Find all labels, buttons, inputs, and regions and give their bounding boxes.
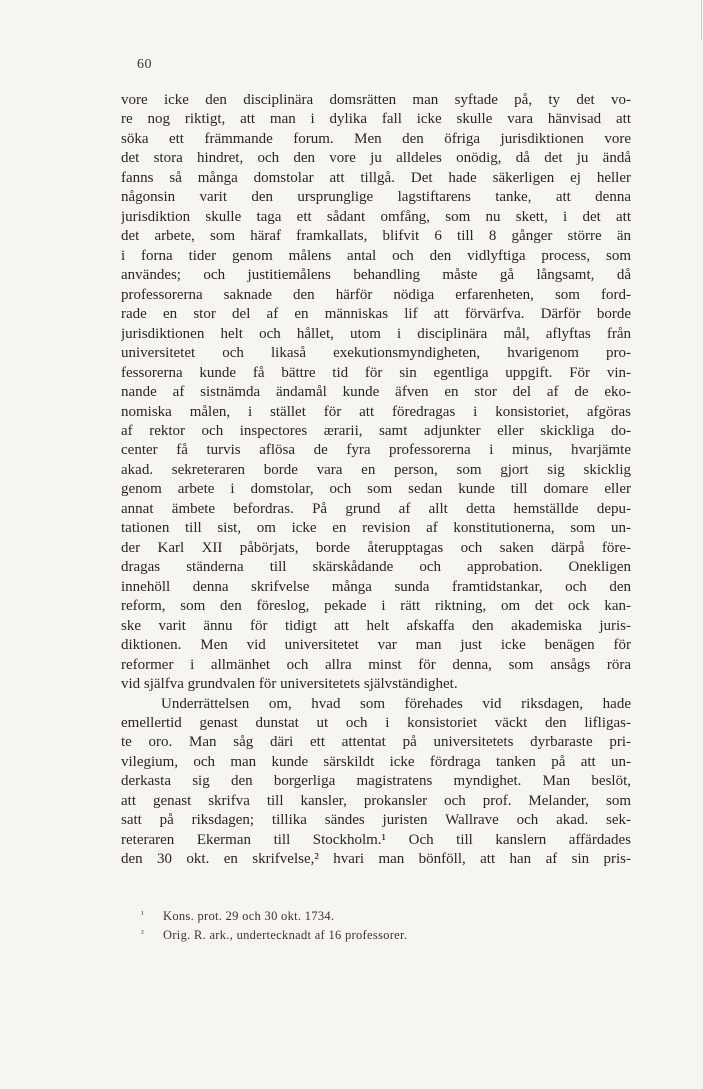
text-line: att genast skrifva till kansler, prokansler och prof. Melander, som xyxy=(121,792,631,809)
text-line: universitetet och likaså exekutionsmyndigheten, hvarigenom pro- xyxy=(121,345,631,362)
text-line: te oro. Man såg däri ett attentat på universitetets dyrbaraste pri- xyxy=(121,734,631,751)
body-text xyxy=(121,91,631,870)
text-line: der Karl XII påbörjats, borde återupptagas och saken därpå före- xyxy=(121,539,631,556)
text-line: derkasta sig den borgerliga magistratens myndighet. Man beslöt, xyxy=(121,773,631,790)
footnotes xyxy=(141,905,621,943)
text-line: det arbete, som häraf framkallats, blifvit 6 till 8 gånger större än xyxy=(121,228,631,245)
text-line: reformer i allmänhet och allra minst för denna, som ansågs röra xyxy=(121,656,631,673)
text-line: center få turvis aflösa de fyra professorerna i minus, hvarjämte xyxy=(121,442,631,459)
text-line: emellertid genast dunstat ut och i konsistoriet väckt den lifligas- xyxy=(121,715,631,731)
footnote-text: Orig. R. ark., undertecknadt af 16 professorer. xyxy=(163,928,408,942)
text-line: någonsin varit den ursprunglige lagstiftarens tanke, att denna xyxy=(121,189,631,206)
text-line: annat ämbete befordras. På grund af allt detta hemställde depu- xyxy=(121,500,631,517)
text-line: genom arbete i domstolar, och som sedan kunde till domare eller xyxy=(121,481,631,498)
text-line: akad. sekreteraren borde vara en person, som gjort sig skicklig xyxy=(121,461,631,478)
text-line: ske varit ännu för tidigt att helt afskaffa den akademiska juris- xyxy=(121,617,631,634)
text-line: fanns så många domstolar att tillgå. Det hade säkerligen ej heller xyxy=(121,169,631,186)
page-number: 60 xyxy=(137,57,152,72)
text-line: jurisdiktionen helt och hållet, utom i disciplinära mål, aflyftas från xyxy=(121,325,631,342)
footnote-text: Kons. prot. 29 och 30 okt. 1734. xyxy=(163,909,335,923)
text-line: professorerna saknade den härför nödiga erfarenheten, som ford- xyxy=(121,286,631,303)
text-line: rade en stor del af en människas lif att förvärfva. Därför borde xyxy=(121,306,631,323)
text-line: jurisdiktion skulle taga ett sådant omfång, som nu skett, i det att xyxy=(121,208,631,225)
text-line: re nog riktigt, att man i dylika fall icke skulle vara hänvisad att xyxy=(121,111,631,128)
footnote-1 xyxy=(141,905,621,924)
text-line: af rektor och inspectores ærarii, samt adjunkter eller skickliga do- xyxy=(121,422,631,439)
page-edge-divider xyxy=(701,0,702,40)
text-line: fessorerna kunde få bättre tid för sin egentliga uppgift. För vin- xyxy=(121,364,631,381)
text-line: användes; och justitiemålens behandling måste gå långsamt, då xyxy=(121,267,631,284)
footnote-2 xyxy=(141,924,621,943)
text-line: den 30 okt. en skrifvelse,² hvari man bönföll, att han af sin pris- xyxy=(121,851,631,868)
text-line: diktionen. Men vid universitetet var man just icke benägen för xyxy=(121,637,631,654)
text-line: vilegium, och man kunde särskildt icke fördraga tanken på att un- xyxy=(121,753,631,770)
text-line: nande af sistnämda ändamål kunde äfven en stor del af de eko- xyxy=(121,384,631,401)
text-line: reform, som den föreslog, pekade i rätt riktning, om det ock kan- xyxy=(121,598,631,615)
footnote-marker: ² xyxy=(141,928,144,938)
text-line-paragraph-start: Underrättelsen om, hvad som förehades vid riksdagen, hade xyxy=(161,695,631,712)
text-line: nomiska målen, i stället för att föredragas i konsistoriet, afgöras xyxy=(121,403,631,420)
text-line: i forna tider genom målens antal och den vidlyftiga process, som xyxy=(121,247,631,264)
text-line: innehöll denna skrifvelse många sunda framtidstankar, och den xyxy=(121,578,631,595)
text-line: satt på riksdagen; tillika sändes juristen Wallrave och akad. sek- xyxy=(121,812,631,829)
text-line: vore icke den disciplinära domsrätten man syftade på, ty det vo- xyxy=(121,92,631,108)
text-line: reteraren Ekerman till Stockholm.¹ Och till kanslern affärdades xyxy=(121,831,631,848)
footnote-marker: ¹ xyxy=(141,909,144,919)
text-line: det stora hindret, och den vore ju alldeles onödig, då det ju ändå xyxy=(121,150,631,167)
text-line: söka ett främmande forum. Men den öfriga jurisdiktionen vore xyxy=(121,130,631,147)
text-line-paragraph-end: vid själfva grundvalen för universitetets självständighet. xyxy=(121,676,458,693)
text-line: dragas ständerna till skärskådande och approbation. Onekligen xyxy=(121,559,631,576)
text-line: tationen till sist, om icke en revision af konstitutionerna, som un- xyxy=(121,520,631,537)
